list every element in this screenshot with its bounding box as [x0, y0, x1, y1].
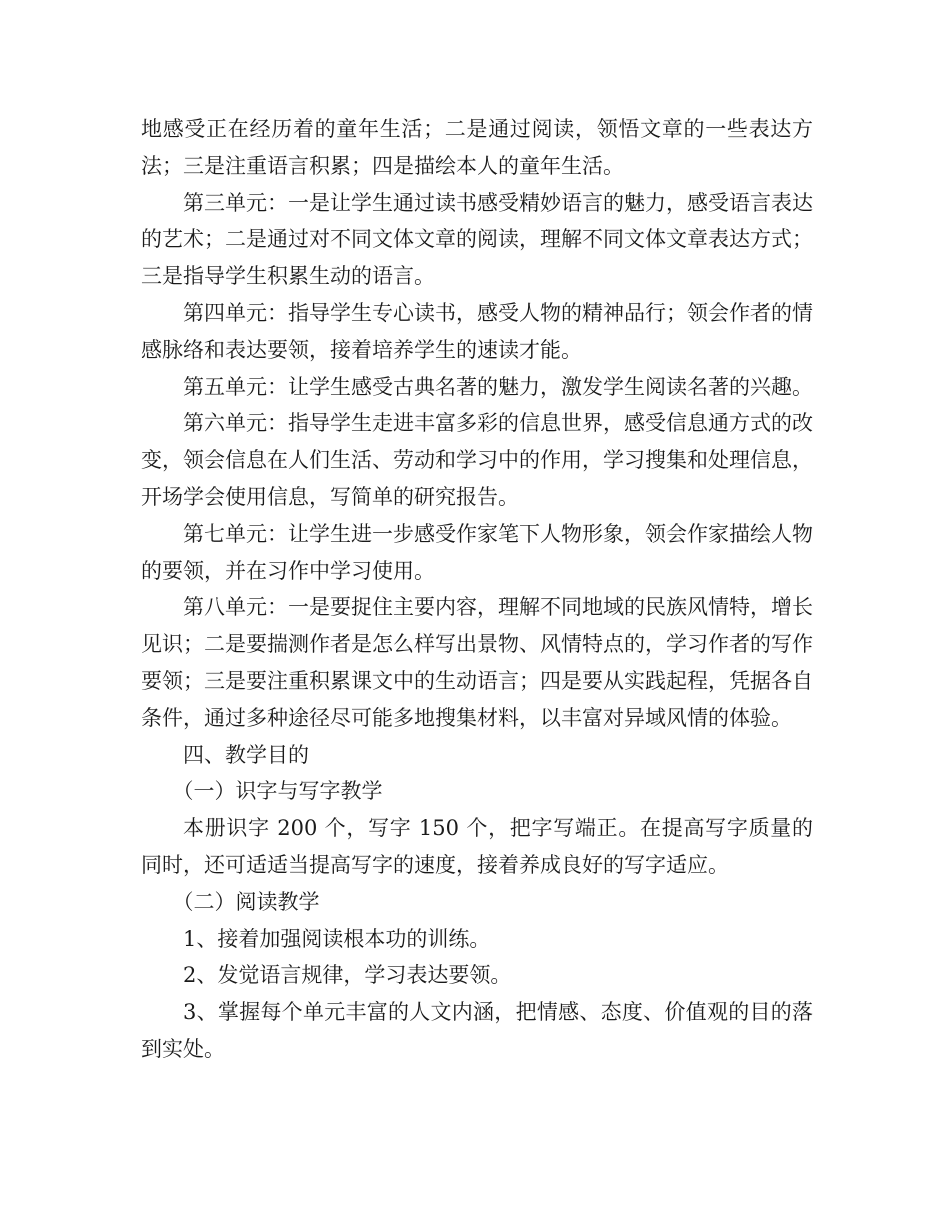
section-heading-teaching-goals: 四、教学目的 — [183, 742, 309, 767]
paragraph-literacy-goals: 本册识字 200 个，写字 150 个，把字写端正。在提高写字质量的同时，还可适适当提高写字的速度，接着养成良好的写字适应。 — [141, 816, 813, 877]
document-body — [141, 111, 813, 1068]
paragraph-unit-seven: 第七单元：让学生进一步感受作家笔下人物形象，领会作家描绘人物的要领，并在习作中学习使用。 — [141, 521, 813, 583]
subsection-heading-literacy: （一）识字与写字教学 — [172, 779, 383, 804]
paragraph-unit-three: 第三单元：一是让学生通过读书感受精妙语言的魅力，感受语言表达的艺术；二是通过对不同文体文章的阅读，理解不同文体文章表达方式；三是指导学生积累生动的语言。 — [141, 190, 813, 289]
paragraph-unit-four: 第四单元：指导学生专心读书，感受人物的精神品行；领会作者的情感脉络和表达要领，接着培养学生的速读才能。 — [141, 300, 813, 362]
paragraph-unit-five: 第五单元：让学生感受古典名著的魅力，激发学生阅读名著的兴趣。 — [183, 374, 813, 399]
list-item-reading-2: 2、发觉语言规律，学习表达要领。 — [183, 963, 512, 988]
list-item-reading-3: 3、掌握每个单元丰富的人文内涵，把情感、态度、价值观的目的落到实处。 — [141, 1000, 813, 1061]
paragraph-unit-eight: 第八单元：一是要捉住主要内容，理解不同地域的民族风情特，增长见识；二是要揣测作者是怎么样写出景物、风情特点的，学习作者的写作要领；三是要注重积累课文中的生动语言；四是要从实践起程，凭据各自条件，通过多种途径尽可能多地搜集材料，以丰富对异域风情的体验。 — [141, 595, 813, 730]
paragraph-unit-six: 第六单元：指导学生走进丰富多彩的信息世界，感受信息通方式的改变，领会信息在人们生活、劳动和学习中的作用，学习搜集和处理信息，开场学会使用信息，写简单的研究报告。 — [141, 411, 813, 509]
list-item-reading-1: 1、接着加强阅读根本功的训练。 — [183, 926, 491, 951]
paragraph-unit-two-continued: 地感受正在经历着的童年生活；二是通过阅读，领悟文章的一些表达方法；三是注重语言积累；四是描绘本人的童年生活。 — [141, 117, 813, 178]
subsection-heading-reading: （二）阅读教学 — [172, 889, 320, 914]
